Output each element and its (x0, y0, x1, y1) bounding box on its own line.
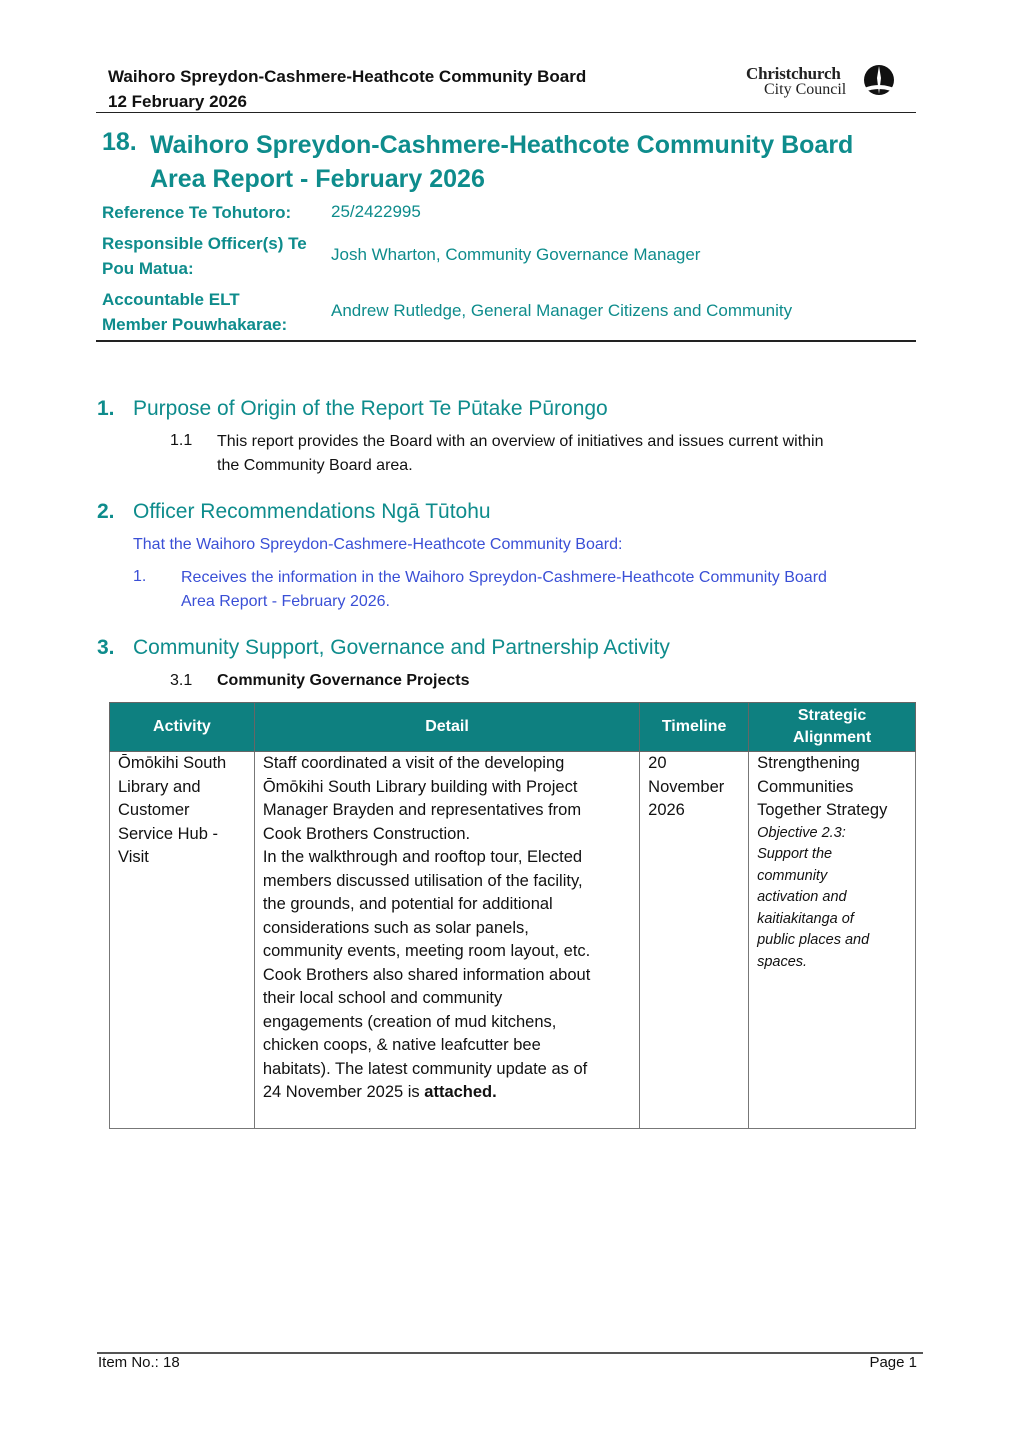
elt-label-line-2: Member Pouwhakarae: (102, 315, 288, 334)
strategy-line: Communities (757, 777, 854, 796)
detail-line: Cook Brothers Construction. (262, 824, 471, 843)
subsection-3-1-number: 3.1 (170, 672, 193, 689)
table-row (110, 752, 916, 1129)
elt-value: Andrew Rutledge, General Manager Citizens and Community (331, 301, 793, 320)
reference-label: Reference Te Tohutoro: (102, 203, 292, 222)
item-number: 18. (102, 128, 137, 156)
header-activity: Activity (110, 703, 255, 752)
activity-line: Library and (118, 777, 201, 796)
header-detail: Detail (254, 703, 639, 752)
activity-line: Ōmōkihi South (118, 754, 227, 772)
council-logo (746, 64, 906, 104)
section-1-title: Purpose of Origin of the Report Te Pūtake Pūrongo (133, 397, 608, 420)
para-1-1 (217, 430, 824, 478)
objective-line: kaitiakitanga of (757, 910, 854, 927)
timeline-line: 20 (648, 754, 667, 772)
detail-line: considerations such as solar panels, (262, 918, 529, 937)
timeline-line: 2026 (648, 801, 685, 819)
strategy-line: Strengthening (757, 754, 860, 772)
elt-label-line-1: Accountable ELT (102, 290, 240, 309)
objective-line: public places and (757, 932, 870, 948)
cell-strategic-alignment (749, 752, 916, 1129)
document-header (108, 64, 586, 114)
recommendation-1 (181, 566, 827, 614)
detail-line: their local school and community (262, 989, 503, 1007)
detail-line: Cook Brothers also shared information about (262, 965, 591, 984)
section-1-number: 1. (97, 397, 115, 420)
recommendation-1-line-2: Area Report - February 2026. (181, 593, 390, 610)
title-line-1: Waihoro Spreydon-Cashmere-Heathcote Community Board (150, 131, 854, 159)
cell-timeline (640, 752, 749, 1129)
table-header-row (110, 703, 916, 752)
objective-text (757, 823, 907, 974)
section-3-title: Community Support, Governance and Partnership Activity (133, 636, 670, 659)
detail-line: Staff coordinated a visit of the developing (262, 754, 565, 772)
subsection-3-1-title: Community Governance Projects (217, 672, 470, 689)
meta-divider (96, 340, 916, 342)
timeline-line: November (648, 777, 725, 796)
reference-value: 25/2422995 (331, 202, 421, 221)
para-1-1-line-2: the Community Board area. (217, 457, 413, 474)
activity-line: Visit (118, 848, 149, 866)
cell-detail (254, 752, 639, 1129)
objective-line: community (757, 867, 828, 884)
header-strategic-line-1: Strategic (797, 707, 867, 724)
section-2-number: 2. (97, 500, 115, 523)
cathedral-logo-icon (860, 64, 898, 98)
header-timeline: Timeline (640, 703, 749, 752)
cell-activity (110, 752, 255, 1129)
objective-line: Objective 2.3: (757, 824, 846, 841)
recommendation-1-line-1: Receives the information in the Waihoro Spreydon-Cashmere-Heathcote Community Board (181, 569, 827, 586)
detail-line-last (263, 1081, 631, 1105)
board-name: Waihoro Spreydon-Cashmere-Heathcote Community Board (108, 67, 587, 86)
detail-line: Manager Brayden and representatives from (262, 801, 582, 819)
objective-line: spaces. (757, 953, 808, 970)
detail-line: In the walkthrough and rooftop tour, Elected (262, 848, 583, 866)
detail-line: members discussed utilisation of the facility, (262, 871, 583, 890)
header-divider (96, 112, 916, 113)
detail-line: community events, meeting room layout, etc. (262, 942, 591, 960)
detail-last-prefix: 24 November 2025 is (262, 1083, 425, 1101)
meeting-date: 12 February 2026 (108, 92, 247, 111)
footer-divider (97, 1352, 923, 1354)
footer-page-number: Page 1 (869, 1354, 917, 1371)
detail-line: habitats). The latest community update as of (262, 1059, 588, 1078)
governance-projects-table (109, 702, 916, 1129)
attached-link-text: attached. (424, 1083, 497, 1101)
para-1-1-line-1: This report provides the Board with an overview of initiatives and issues current within (217, 433, 824, 450)
header-strategic-line-2: Alignment (792, 729, 872, 746)
section-3-number: 3. (97, 636, 115, 659)
activity-line: Customer (118, 801, 190, 819)
recommendation-intro: That the Waihoro Spreydon-Cashmere-Heathcote Community Board: (133, 536, 623, 553)
detail-line: the grounds, and potential for additional (262, 895, 553, 913)
objective-line: activation and (757, 889, 847, 905)
section-2-title: Officer Recommendations Ngā Tūtohu (133, 500, 491, 523)
officer-label-line-1: Responsible Officer(s) Te (102, 234, 307, 253)
officer-label (102, 231, 327, 281)
strategy-line: Together Strategy (757, 801, 888, 819)
logo-line-2: City Council (764, 81, 847, 98)
title-line-2: Area Report - February 2026 (150, 165, 485, 193)
activity-line: Service Hub - (118, 824, 218, 843)
para-1-1-number: 1.1 (170, 432, 193, 449)
detail-line: Ōmōkihi South Library building with Project (262, 777, 578, 796)
footer-item-number: Item No.: 18 (98, 1354, 180, 1371)
recommendation-1-number: 1. (133, 568, 147, 585)
page-title (150, 128, 890, 196)
detail-line: chicken coops, & native leafcutter bee (262, 1036, 541, 1054)
elt-label (102, 287, 327, 337)
objective-line: Support the (757, 846, 833, 862)
officer-value: Josh Wharton, Community Governance Manager (331, 245, 701, 264)
header-strategic-alignment (749, 703, 916, 752)
officer-label-line-2: Pou Matua: (102, 259, 194, 278)
detail-line: engagements (creation of mud kitchens, (262, 1012, 557, 1031)
logo-line-1: Christchurch (746, 64, 841, 83)
